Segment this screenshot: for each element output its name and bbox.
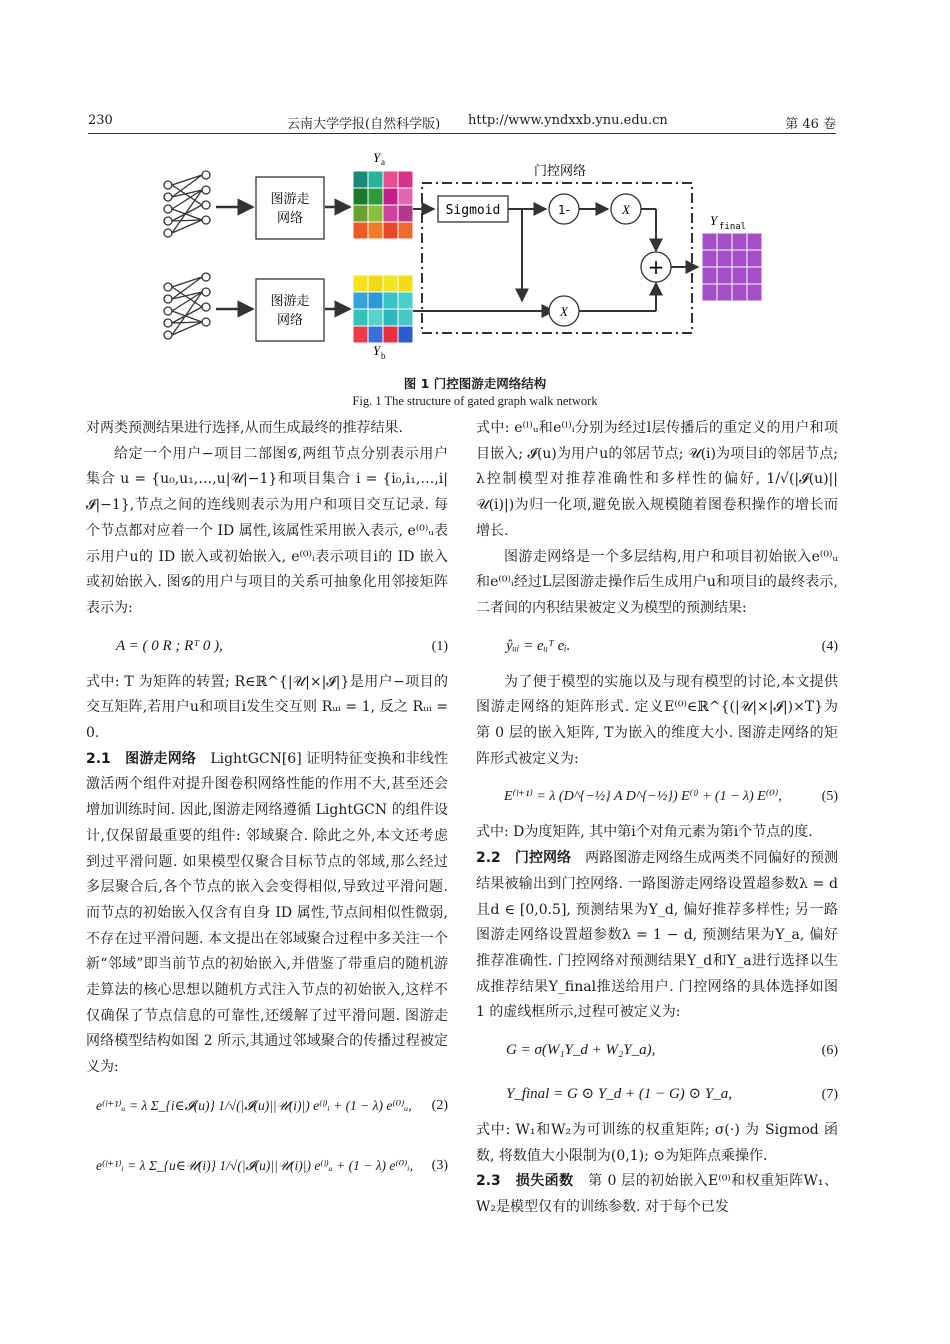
svg-text:+: + bbox=[647, 255, 665, 279]
journal-url[interactable]: http://www.yndxxb.ynu.edu.cn bbox=[468, 113, 668, 128]
paragraph: 式中: W₁和W₂为可训练的权重矩阵; σ(·) 为 Sigmod 函数, 将数值大小限制为(0,1); ⊙为矩阵点乘操作. bbox=[476, 1122, 838, 1164]
equation-5: E⁽ˡ⁺¹⁾ = λ (D^{−½} A D^{−½}) E⁽ˡ⁾ + (1 − λ) E⁽⁰⁾, (5) bbox=[504, 789, 838, 805]
matrix-cell bbox=[383, 171, 398, 188]
matrix-cell bbox=[732, 284, 747, 301]
figure-caption-cn: 图 1 门控图游走网络结构 bbox=[403, 376, 547, 391]
matrix-cell bbox=[383, 222, 398, 239]
paragraph: 对两类预测结果进行选择,从而生成最终的推荐结果. bbox=[86, 420, 403, 436]
matrix-cell bbox=[398, 326, 413, 343]
yb-matrix bbox=[353, 275, 413, 343]
section-title-2-1: 2.1 图游走网络 bbox=[86, 750, 197, 767]
svg-text:final: final bbox=[719, 222, 747, 232]
paragraph: 式中: D为度矩阵, 其中第i个对角元素为第i个节点的度. bbox=[476, 824, 813, 841]
matrix-cell bbox=[368, 222, 383, 239]
matrix-cell bbox=[747, 267, 762, 284]
matrix-cell bbox=[353, 222, 368, 239]
matrix-cell bbox=[353, 171, 368, 188]
svg-text:X: X bbox=[560, 304, 568, 319]
matrix-cell bbox=[702, 267, 717, 284]
matrix-cell bbox=[398, 292, 413, 309]
matrix-cell bbox=[368, 188, 383, 205]
paragraph: 第 0 层的初始嵌入E⁽⁰⁾和权重矩阵W₁、W₂是模型仅有的训练参数. 对于每个已发 bbox=[476, 1173, 838, 1216]
header-divider bbox=[88, 133, 836, 134]
matrix-cell bbox=[383, 205, 398, 222]
bipartite-graph-bottom bbox=[164, 273, 210, 339]
gated-graph-walk-figure bbox=[150, 145, 790, 370]
matrix-cell bbox=[398, 171, 413, 188]
equation-3: e⁽ˡ⁺¹⁾ᵢ = λ Σ_{u∈𝒰(i)} 1/√(|𝓘(u)||𝒰(i)|) e⁽ˡ⁾ᵤ + (1 − λ) e⁽⁰⁾ᵢ, (3) bbox=[96, 1157, 448, 1173]
paragraph: LightGCN[6] 证明特征变换和非线性激活两个组件对提升图卷积网络性能的作用不大,甚至还会增加训练时间. 因此,图游走网络遵循 LightGCN 的组件设计,仅保留最重要的组件: 邻域聚合. 除此之外,本文还考虑到过平滑问题. 如果模型仅聚合目标节点的邻域,那么经过多层聚合后,各个节点的嵌入会变得相似,导致过平滑问题. 而节点的初始嵌入仅含有自身 ID 属性,节点间相似性微弱,不存在过平滑问题. 本文提出在邻域聚合过程中多关注一个新“邻域”即当前节点的初始嵌入,并借鉴了带重启的随机游走算法的核心思想以随机方式注入节点的初始嵌入,这样不仅确保了节点信息的可靠性,还缓解了过平滑问题. 图游走网络模型结构如图 2 所示,其通过邻域聚合的传播过程被定义为: bbox=[86, 750, 448, 1076]
y-final-matrix bbox=[702, 233, 762, 301]
matrix-cell bbox=[717, 250, 732, 267]
graph-walk-box-bottom bbox=[256, 279, 324, 341]
matrix-cell bbox=[368, 292, 383, 309]
svg-text:图游走: 图游走 bbox=[270, 192, 310, 207]
matrix-cell bbox=[368, 309, 383, 326]
matrix-cell bbox=[398, 309, 413, 326]
equation-6: G = σ(W₁Y_d + W₂Y_a), (6) bbox=[506, 1042, 838, 1059]
matrix-cell bbox=[353, 292, 368, 309]
matrix-cell bbox=[383, 309, 398, 326]
svg-text:b: b bbox=[381, 351, 386, 361]
equation-4: ŷᵤᵢ = eᵤᵀ eᵢ. (4) bbox=[506, 637, 838, 654]
equation-2: e⁽ˡ⁺¹⁾ᵤ = λ Σ_{i∈𝓘(u)} 1/√(|𝓘(u)||𝒰(i)|) e⁽ˡ⁾ᵢ + (1 − λ) e⁽⁰⁾ᵤ, (2) bbox=[96, 1097, 448, 1113]
ya-matrix bbox=[353, 171, 413, 239]
svg-text:Sigmoid: Sigmoid bbox=[445, 203, 501, 218]
matrix-cell bbox=[747, 250, 762, 267]
matrix-cell bbox=[702, 250, 717, 267]
matrix-cell bbox=[368, 326, 383, 343]
paragraph: 式中: T 为矩阵的转置; R∈ℝ^{|𝒰|×|𝓘|}是用户−项目的交互矩阵,若用户u和项目i发生交互则 Rᵤᵢ = 1, 反之 Rᵤᵢ = 0. bbox=[86, 673, 448, 742]
graph-walk-box-top bbox=[256, 177, 324, 239]
matrix-cell bbox=[383, 188, 398, 205]
equation-1: A = ( 0 R ; Rᵀ 0 ), (1) bbox=[116, 637, 448, 654]
svg-text:网络: 网络 bbox=[276, 313, 304, 328]
matrix-cell bbox=[398, 188, 413, 205]
figure-caption-en: Fig. 1 The structure of gated graph walk network bbox=[352, 394, 598, 408]
equation-7: Y_final = G ⊙ Y_d + (1 − G) ⊙ Y_a, (7) bbox=[506, 1086, 838, 1103]
svg-text:图游走: 图游走 bbox=[270, 294, 310, 309]
matrix-cell bbox=[398, 222, 413, 239]
matrix-cell bbox=[368, 275, 383, 292]
svg-text:网络: 网络 bbox=[276, 211, 304, 226]
matrix-cell bbox=[383, 275, 398, 292]
matrix-cell bbox=[747, 233, 762, 250]
journal-name: 云南大学学报(自然科学版) bbox=[287, 117, 441, 132]
matrix-cell bbox=[368, 171, 383, 188]
right-column bbox=[476, 416, 838, 1221]
matrix-cell bbox=[717, 233, 732, 250]
left-column bbox=[86, 416, 448, 1205]
matrix-cell bbox=[732, 267, 747, 284]
matrix-cell bbox=[353, 275, 368, 292]
matrix-cell bbox=[702, 284, 717, 301]
paragraph: 两路图游走网络生成两类不同偏好的预测结果被输出到门控网络. 一路图游走网络设置超参数λ = d且d ∈ [0,0.5], 预测结果为Y_d, 偏好推荐多样性; 另一路图游走网络设置超参数λ = 1 − d, 预测结果为Y_a, 偏好推荐准确性. 门控网络对预测结果Y_d和Y_a进行选择以生成推荐结果Y_final推送给用户. 门控网络的具体选择如图 1 的虚线框所示,过程可被定义为: bbox=[476, 850, 839, 1021]
yb-label: Y bbox=[373, 343, 381, 358]
matrix-cell bbox=[702, 233, 717, 250]
svg-text:X: X bbox=[622, 202, 630, 217]
paragraph: 图游走网络是一个多层结构,用户和项目初始嵌入e⁽⁰⁾ᵤ和e⁽⁰⁾ᵢ经过L层图游走操作后生成用户u和项目i的最终表示,二者间的内积结果被定义为模型的预测结果: bbox=[476, 548, 838, 616]
matrix-cell bbox=[383, 292, 398, 309]
page-number: 230 bbox=[88, 113, 113, 128]
matrix-cell bbox=[353, 188, 368, 205]
matrix-cell bbox=[747, 284, 762, 301]
matrix-cell bbox=[732, 233, 747, 250]
y-final-label: Y bbox=[710, 213, 718, 228]
matrix-cell bbox=[717, 267, 732, 284]
section-title-2-2: 2.2 门控网络 bbox=[476, 850, 572, 867]
paragraph: 为了便于模型的实施以及与现有模型的讨论,本文提供图游走网络的矩阵形式. 定义E⁽⁰⁾∈ℝ^{(|𝒰|×|𝓘|)×T}为第 0 层的嵌入矩阵, T为嵌入的维度大小. 图游走网络的矩阵形式被定义为: bbox=[476, 673, 838, 767]
matrix-cell bbox=[717, 284, 732, 301]
matrix-cell bbox=[353, 205, 368, 222]
bipartite-graph-top bbox=[164, 171, 210, 237]
paragraph: 式中: e⁽ˡ⁾ᵤ和e⁽ˡ⁾ᵢ分别为经过l层传播后的重定义的用户和项目嵌入; 𝓘(u)为用户u的邻居节点; 𝒰(i)为项目i的邻居节点; λ控制模型对推荐准确性和多样性的偏好, 1/√(|𝓘(u)||𝒰(i)|)为归一化项,避免嵌入规模随着图卷积操作的增长而增长. bbox=[476, 420, 838, 539]
svg-text:1-: 1- bbox=[558, 203, 570, 217]
section-title-2-3: 2.3 损失函数 bbox=[476, 1173, 574, 1190]
gate-network-label: 门控网络 bbox=[533, 164, 587, 179]
matrix-cell bbox=[368, 205, 383, 222]
matrix-cell bbox=[732, 250, 747, 267]
volume-number: 第 46 卷 bbox=[785, 117, 836, 132]
matrix-cell bbox=[353, 309, 368, 326]
svg-text:a: a bbox=[381, 157, 385, 167]
matrix-cell bbox=[383, 326, 398, 343]
matrix-cell bbox=[398, 275, 413, 292]
ya-label: Y bbox=[373, 150, 381, 165]
matrix-cell bbox=[398, 205, 413, 222]
paragraph: 给定一个用户−项目二部图𝒢,两组节点分别表示用户集合 u = {u₀,u₁,…,u|𝒰|−1}和项目集合 i = {i₀,i₁,…,i|𝓘|−1},节点之间的连线则表示为用户和项目交互记录. 每个节点都对应着一个 ID 属性,该属性采用嵌入表示, e⁽⁰⁾ᵤ表示用户u的 ID 嵌入或初始嵌入, e⁽⁰⁾ᵢ表示项目i的 ID 嵌入或初始嵌入. 图𝒢的用户与项目的关系可抽象化用邻接矩阵表示为: bbox=[86, 445, 448, 616]
matrix-cell bbox=[353, 326, 368, 343]
